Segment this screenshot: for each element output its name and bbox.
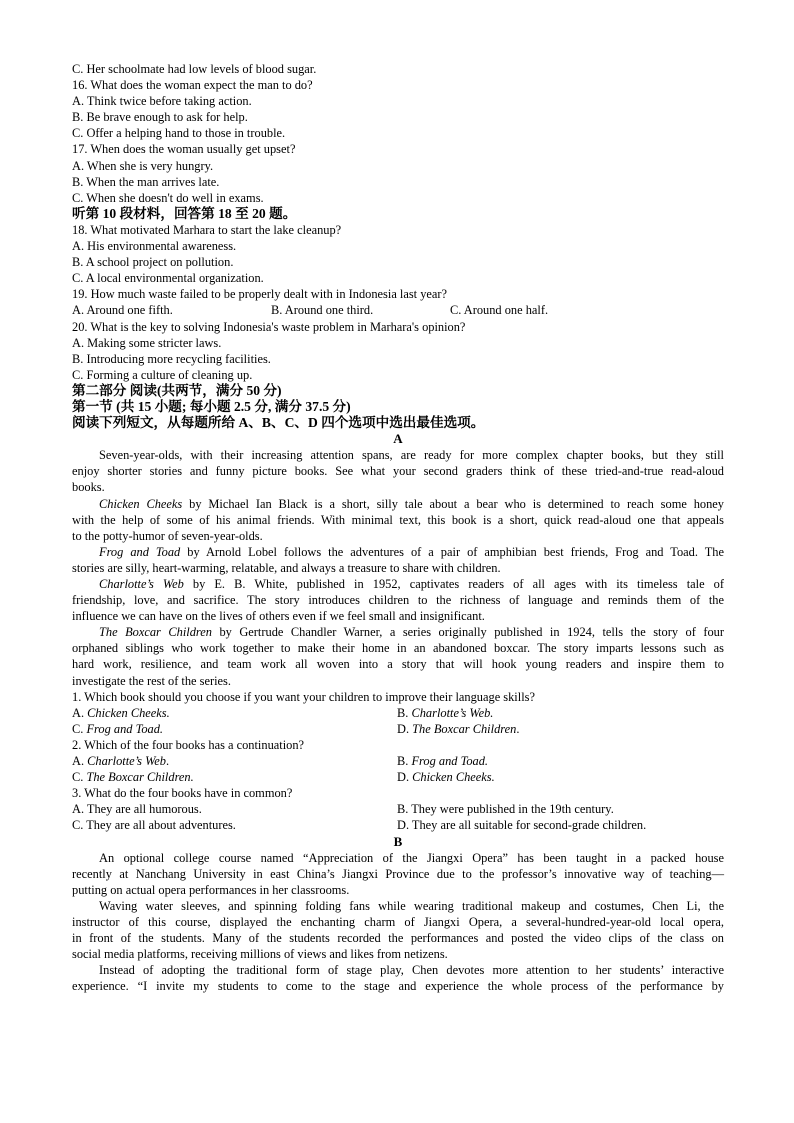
q16-option-b: B. Be brave enough to ask for help.: [72, 110, 248, 125]
passage-b-p1-line: recently at Nanchang University in east China’s Jiangxi Province due to the professor’s innovative way of teaching—: [72, 866, 724, 881]
option-letter: D.: [397, 721, 413, 736]
q16-stem: 16. What does the woman expect the man to do?: [72, 78, 313, 93]
passage-b-p1-line: An optional college course named “Appreciation of the Jiangxi Opera” has been taught in a packed house: [99, 850, 724, 865]
q15-option-c: C. Her schoolmate had low levels of blood sugar.: [72, 62, 317, 76]
passage-text: by E. B. White, published in 1952, captivates readers of all ages with its timeless tale of: [183, 577, 724, 591]
q3-option-c: C. They are all about adventures.: [72, 818, 236, 833]
section1-heading: 第一节 (共 15 小题; 每小题 2.5 分, 满分 37.5 分): [72, 398, 351, 414]
passage-text: by Arnold Lobel follows the adventures of a pair of amphibian best friends, Frog and Toad. The: [180, 544, 724, 559]
q1-option-b: [397, 705, 493, 721]
q16-option-a: A. Think twice before taking action.: [72, 94, 252, 109]
reading-instruction: 阅读下列短文，从每题所给 A、B、C、D 四个选项中选出最佳选项。: [72, 415, 485, 431]
q1-stem: 1. Which book should you choose if you want your children to improve their language skills?: [72, 689, 535, 704]
q1-options-row: [72, 705, 724, 721]
q2-option-b: [397, 753, 488, 769]
q2-stem: 2. Which of the four books has a continuation?: [72, 737, 305, 752]
q18-option-b: B. A school project on pollution.: [72, 255, 234, 270]
passage-text: by Michael Ian Black is a short, silly tale about a bear who is determined to reach some honey: [182, 496, 724, 511]
option-text: Frog and Toad.: [411, 754, 489, 769]
passage-a-p4-line: friendship, love, and sacrifice. The story introduces children to the richness of language and reminds them of the: [72, 593, 724, 608]
passage-a-p4-line: [72, 576, 724, 592]
q18-option-c: C. A local environmental organization.: [72, 271, 264, 286]
passage-a-p1-line: enjoy shorter stories and funny picture books. See what your second graders think of these tried-and-true read-aloud: [72, 464, 724, 479]
q17-option-b: B. When the man arrives late.: [72, 174, 220, 189]
option-text: Charlotte’s Web: [87, 754, 166, 769]
option-text: Charlotte’s Web.: [411, 705, 494, 720]
q19-options: [72, 302, 724, 318]
passage-b-p3-line: experience. “I invite my students to come to the stage and experience the whole process of the performance by: [72, 979, 724, 994]
q1-options-row: [72, 721, 724, 737]
q3-options-row: [72, 817, 724, 833]
option-letter: C.: [72, 721, 87, 736]
q17-option-c: C. When she doesn't do well in exams.: [72, 190, 264, 205]
part2-heading: 第二部分 阅读(共两节，满分 50 分): [72, 382, 282, 398]
passage-b-p2-line: social media platforms, receiving millions of views and likes from netizens.: [72, 947, 448, 962]
passage-a-p2-line: with the help of some of his animal friends. With minimal text, this book is a short, quick read-aloud one that appeals: [72, 512, 724, 527]
q2-option-c: [72, 769, 397, 785]
q17-stem: 17. When does the woman usually get upset?: [72, 142, 296, 157]
q20-option-c: C. Forming a culture of cleaning up.: [72, 367, 253, 382]
book-title-chicken-cheeks: Chicken Cheeks: [99, 496, 183, 511]
q18-option-a: A. His environmental awareness.: [72, 239, 237, 254]
section10-heading: 听第 10 段材料，回答第 18 至 20 题。: [72, 205, 297, 221]
option-punct: .: [516, 721, 520, 736]
option-letter: C.: [72, 770, 87, 785]
q2-options-row: [72, 753, 724, 769]
q2-options-row: [72, 769, 724, 785]
q16-option-c: C. Offer a helping hand to those in trouble.: [72, 126, 286, 141]
passage-b-p2-line: instructor of this course, displayed the enchanting charm of Jiangxi Opera, a several-hundred-year-old local opera,: [72, 914, 724, 929]
book-title-charlottes-web: Charlotte’s Web: [99, 577, 184, 591]
passage-b-p2-line: in front of the students. Many of the students recorded the performances and posted the video clips of the class on: [72, 931, 724, 946]
q3-options-row: [72, 801, 724, 817]
passage-a-p4-line: influence we can have on the lives of others even if we feel small and insignificant.: [72, 609, 485, 624]
option-letter: B.: [397, 705, 412, 720]
option-punct: .: [165, 754, 170, 769]
q19-option-b: B. Around one third.: [271, 303, 374, 318]
option-text: The Boxcar Children.: [86, 770, 194, 785]
passage-a-p2-line: [72, 496, 724, 512]
exam-page: [72, 61, 724, 994]
q20-option-b: B. Introducing more recycling facilities.: [72, 351, 271, 366]
q3-option-b: B. They were published in the 19th century.: [397, 802, 614, 817]
option-letter: D.: [397, 770, 413, 785]
q19-stem: 19. How much waste failed to be properly dealt with in Indonesia last year?: [72, 287, 448, 302]
q3-option-a: A. They are all humorous.: [72, 802, 202, 817]
option-letter: B.: [397, 754, 412, 769]
passage-b-p2-line: Waving water sleeves, and spinning folding fans while wearing traditional makeup and costumes, Chen Li, the: [99, 898, 724, 913]
passage-a-p5-line: hard work, resilience, and team work all woven into a story that will hook young readers and inspire them to: [72, 657, 724, 672]
passage-b-p1-line: putting on actual opera performances in her classrooms.: [72, 882, 350, 897]
passage-a-p3-line: stories are silly, heart-warming, relatable, and always a treasure to share with children.: [72, 560, 501, 575]
option-letter: A.: [72, 705, 88, 720]
passage-a-p5-line: investigate the rest of the series.: [72, 673, 231, 688]
q19-option-c: C. Around one half.: [450, 303, 549, 318]
book-title-frog-and-toad: Frog and Toad: [99, 544, 181, 559]
passage-a-p2-line: to the potty-humor of seven-year-olds.: [72, 528, 263, 543]
passage-text: by Gertrude Chandler Warner, a series originally published in 1924, tells the story of four: [211, 625, 724, 640]
q2-option-d: [397, 769, 495, 785]
q20-option-a: A. Making some stricter laws.: [72, 335, 222, 350]
option-text: Chicken Cheeks.: [412, 770, 495, 785]
option-text: Chicken Cheeks.: [87, 705, 170, 720]
book-title-boxcar-children: The Boxcar Children: [99, 625, 212, 640]
q2-option-a: [72, 753, 397, 769]
option-text: Frog and Toad.: [86, 721, 164, 736]
q18-stem: 18. What motivated Marhara to start the lake cleanup?: [72, 222, 342, 237]
passage-a-p5-line: [72, 624, 724, 640]
passage-a-p5-line: orphaned siblings who work together to make their home in an abandoned boxcar. The story imparts lessons such as: [72, 641, 724, 656]
passage-a-letter: A: [393, 431, 403, 447]
option-letter: A.: [72, 754, 88, 769]
q3-option-d: D. They are all suitable for second-grade children.: [397, 818, 647, 833]
passage-a-p1-line: books.: [72, 480, 105, 495]
q20-stem: 20. What is the key to solving Indonesia's waste problem in Marhara's opinion?: [72, 319, 466, 334]
option-text: The Boxcar Children: [412, 721, 517, 736]
q1-option-a: [72, 705, 397, 721]
passage-a-p3-line: [72, 544, 724, 560]
q3-stem: 3. What do the four books have in common?: [72, 786, 293, 801]
passage-b-letter: B: [393, 833, 403, 849]
passage-a-p1-line: Seven-year-olds, with their increasing attention spans, are ready for more complex chapter books, but they still: [99, 448, 724, 463]
q19-option-a: A. Around one fifth.: [72, 303, 173, 318]
passage-b-p3-line: Instead of adopting the traditional form of stage play, Chen devotes more attention to her students’ interactive: [99, 963, 724, 978]
q1-option-d: [397, 721, 519, 737]
q1-option-c: [72, 721, 397, 737]
q17-option-a: A. When she is very hungry.: [72, 158, 214, 173]
